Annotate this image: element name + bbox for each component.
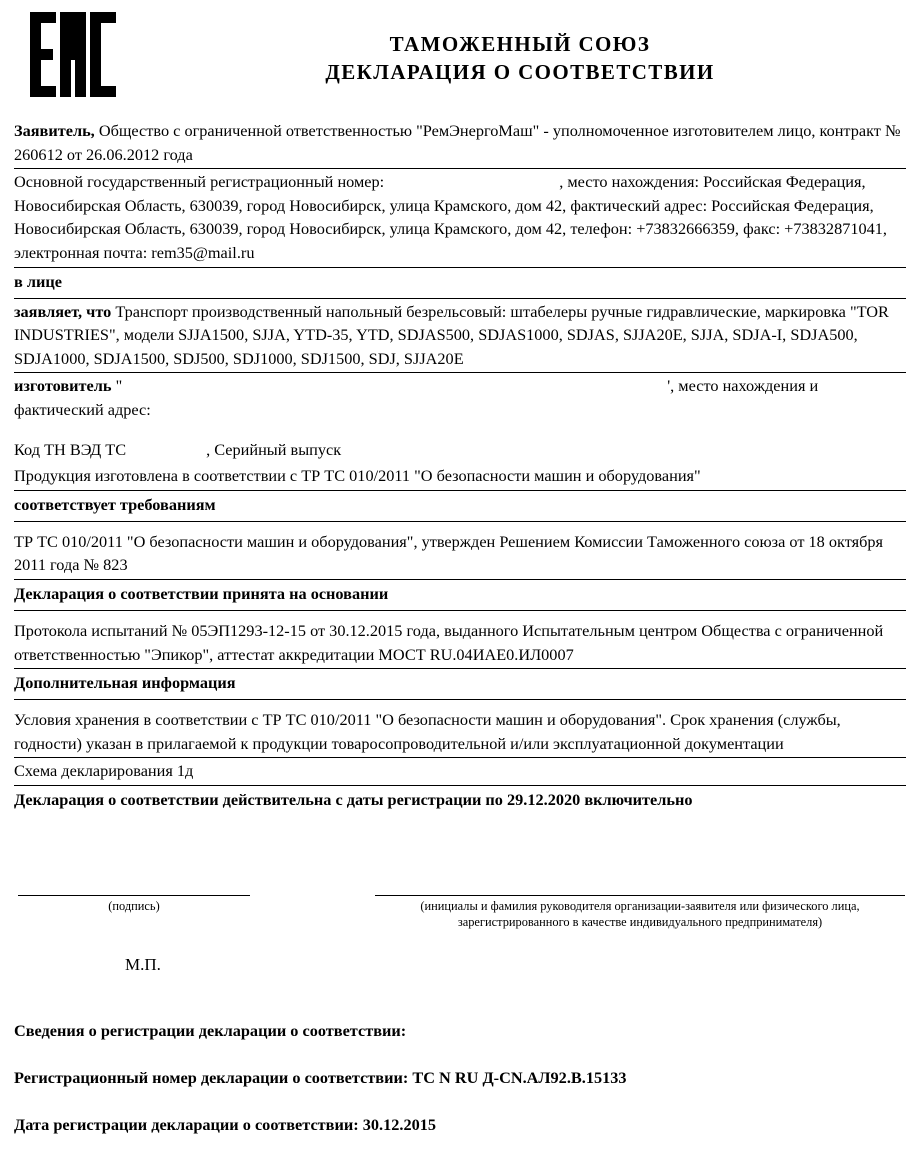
eac-conformity-mark-icon (28, 10, 118, 98)
signature-rule (18, 895, 250, 896)
declares-row (14, 299, 906, 374)
registration-date-value: 30.12.2015 (362, 1115, 436, 1134)
name-caption (375, 898, 905, 930)
additional-info-heading: Дополнительная информация (14, 673, 236, 693)
validity-suffix: включительно (580, 789, 693, 809)
registration-date-row (14, 1114, 906, 1136)
declares-text (14, 300, 906, 371)
document-header (0, 0, 920, 112)
basis-text: Протокола испытаний № 05ЭП1293-12-15 от 30.12.2015 года, выданного Испытательным центром Общества с ограниченной ответственностью "Эпикор", аттестат аккредитации МОСТ RU.04ИАЕ0.ИЛ0007 (14, 620, 884, 664)
manufacturer-row (14, 373, 906, 423)
customs-code-label: Код ТН ВЭД ТС (14, 439, 127, 459)
spacer (14, 611, 906, 618)
page-title (140, 30, 900, 86)
signature-caption: (подпись) (108, 899, 160, 913)
spacer (14, 424, 906, 437)
scheme-text: Схема декларирования 1д (14, 761, 194, 781)
name-caption-line-1: (инициалы и фамилия руководителя организации-заявителя или физического лица, (420, 899, 860, 913)
basis-text-row (14, 618, 906, 669)
applicant-text (14, 119, 906, 166)
applicant-row (14, 118, 906, 169)
scheme-row (14, 758, 906, 786)
name-caption-line-2: зарегистрированного в качестве индивидуального предпринимателя) (457, 915, 823, 929)
manufactured-per-row (14, 463, 906, 491)
conforms-text-row (14, 529, 906, 580)
additional-info-text: Условия хранения в соответствии с ТР ТС 010/2011 "О безопасности машин и оборудования". Срок хранения (службы, годности) указан в прилагаемой к продукции товаросопроводительной и/или эксплуатационной документации (14, 710, 841, 753)
declares-value: Транспорт производственный напольный безрельсовый: штабелеры ручные гидравлические, маркировка "TOR INDUSTRIES", модели SJJA1500, SJJA, YTD-35, YTD, SDJAS500, SDJAS1000, SDJAS, SJJA20E, SJJA, SDJA-I, SDJA500, SDJA1000, SDJA1500, SDJ500, SDJ1000, SDJ1500, SDJ, SJJA20E (14, 301, 889, 368)
customs-code-text (14, 438, 906, 462)
registration-details-text (14, 170, 906, 264)
applicant-value: Общество с ограниченной ответственностью "РемЭнергоМаш" - уполномоченное изготовителем лицо, контракт № 260612 от 26.06.2012 года (14, 121, 901, 164)
registration-details-row (14, 169, 906, 267)
registration-number-label: Регистрационный номер декларации о соответствии: (14, 1068, 413, 1087)
validity-row (14, 786, 906, 816)
customs-code-row (14, 437, 906, 464)
additional-text-row (14, 707, 906, 758)
manufacturer-text (14, 374, 906, 421)
conforms-text: ТР ТС 010/2011 "О безопасности машин и оборудования", утвержден Решением Комиссии Таможенного союза от 18 октября 2011 года № 823 (14, 531, 884, 575)
registration-footer (14, 1020, 906, 1136)
signature-area (0, 845, 920, 995)
registration-address-text: , место нахождения: Российская Федерация, Новосибирская Область, 630039, город Новосибирск, улица Крамского, дом 42, фактический адрес: Российская Федерация, Новосибирская Область, 630039, город Новосибирск, улица Крамского, дом 42, телефон: +73832666359, факс: +73832871041, электронная почта: rem35@mail.ru (14, 172, 887, 262)
registration-number-value: ТС N RU Д-CN.АЛ92.В.15133 (412, 1068, 627, 1087)
registration-info-heading: Сведения о регистрации декларации о соответствии: (14, 1021, 407, 1040)
validity-text (14, 787, 906, 814)
represented-by-label: в лице (14, 271, 62, 291)
title-line-1: ТАМОЖЕННЫЙ СОЮЗ (389, 32, 651, 56)
spacer (14, 522, 906, 529)
registration-date-label: Дата регистрации декларации о соответствии: (14, 1115, 363, 1134)
basis-heading: Декларация о соответствии принята на основании (14, 583, 389, 603)
manufacturer-label: изготовитель (14, 376, 112, 396)
title-line-2: ДЕКЛАРАЦИЯ О СООТВЕТСТВИИ (325, 60, 715, 84)
validity-prefix: Декларация о соответствии действительна с даты регистрации по (14, 789, 507, 809)
stamp-placeholder: М.П. (125, 955, 161, 974)
registration-number-row (14, 1067, 906, 1089)
manufacturer-quote-open: " (115, 376, 123, 396)
spacer (14, 700, 906, 707)
manufactured-per-text: Продукция изготовлена в соответствии с ТР ТС 010/2011 "О безопасности машин и оборудования" (14, 466, 701, 486)
conforms-heading-row (14, 491, 906, 522)
name-rule (375, 895, 905, 896)
applicant-label: Заявитель, (14, 121, 95, 140)
customs-code-series-text: , Серийный выпуск (206, 439, 342, 459)
declares-label: заявляет, что (14, 301, 112, 321)
basis-heading-row (14, 580, 906, 611)
ogrn-label: Основной государственный регистрационный номер: (14, 172, 385, 192)
additional-heading-row (14, 669, 906, 700)
manufacturer-address-text: ', место нахождения и фактический адрес: (14, 376, 819, 419)
represented-by-row (14, 268, 906, 299)
document-body (14, 118, 906, 816)
validity-date: 29.12.2020 (507, 789, 581, 809)
conforms-heading: соответствует требованиям (14, 494, 216, 514)
